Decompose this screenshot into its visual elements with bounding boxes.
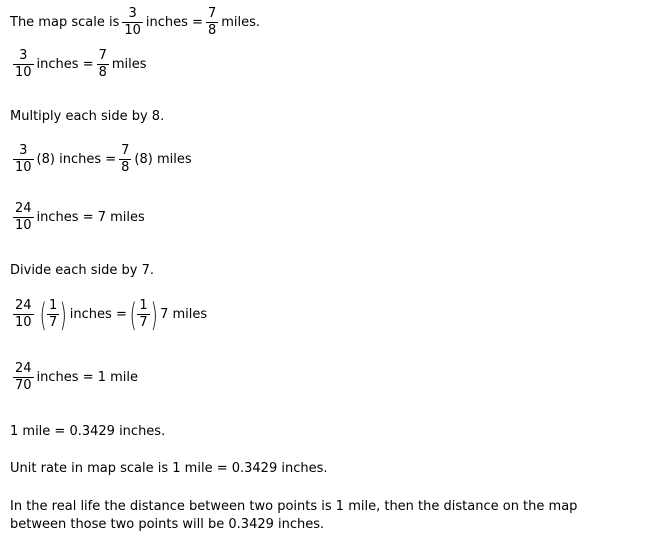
numerator: 24 <box>15 361 32 376</box>
equation-suffix: miles <box>111 57 147 72</box>
right-paren: ) <box>150 295 158 334</box>
numerator: 3 <box>19 48 28 63</box>
left-paren: ( <box>39 295 47 334</box>
numerator: 1 <box>139 298 148 313</box>
fraction-miles <box>97 48 109 81</box>
statement-suffix: miles. <box>221 15 261 30</box>
denominator: 8 <box>98 65 107 80</box>
equation-line-3 <box>10 143 192 176</box>
fraction-one-seventh <box>137 298 149 331</box>
equation-mid: inches = <box>36 57 94 72</box>
denominator: 8 <box>121 160 130 175</box>
denominator: 10 <box>15 218 32 233</box>
numerator: 24 <box>15 298 32 313</box>
equation-rest: inches = 1 mile <box>36 370 139 385</box>
equation-suffix: 7 miles <box>160 307 208 322</box>
numerator: 3 <box>128 6 137 21</box>
equation-line-2 <box>10 48 147 81</box>
equation-suffix: (8) miles <box>134 152 192 167</box>
equation-mid: (8) inches = <box>36 152 117 167</box>
fraction-miles <box>119 143 131 176</box>
statement-mid: inches = <box>145 15 203 30</box>
numerator: 7 <box>98 48 107 63</box>
denominator: 8 <box>207 23 217 38</box>
right-paren: ) <box>60 295 67 334</box>
equation-line-6 <box>10 361 138 394</box>
conclusion-paragraph: In the real life the distance between two points is 1 mile, then the distance on the map between those two points will be 0.3429 inches. <box>10 499 578 532</box>
equation-line-4 <box>10 201 145 234</box>
fraction-inches <box>13 48 34 81</box>
fraction-inches <box>13 298 34 331</box>
denominator: 7 <box>139 315 148 330</box>
numerator: 7 <box>121 143 130 158</box>
statement-prefix: The map scale is <box>10 15 120 30</box>
equation-line-5 <box>10 295 208 334</box>
numerator: 1 <box>49 298 58 313</box>
step-multiply: Multiply each side by 8. <box>10 109 165 124</box>
fraction-miles <box>206 6 218 39</box>
denominator: 10 <box>124 23 141 38</box>
denominator: 7 <box>49 315 58 330</box>
numerator: 24 <box>15 201 32 216</box>
fraction-inches <box>13 361 34 394</box>
fraction-inches <box>13 201 34 234</box>
fraction-one-seventh <box>47 298 59 331</box>
equation-rest: inches = 7 miles <box>36 210 145 225</box>
denominator: 10 <box>15 315 32 330</box>
equation-mid: inches = <box>69 307 127 322</box>
left-paren: ( <box>129 295 137 334</box>
result-line: 1 mile = 0.3429 inches. <box>10 424 166 439</box>
step-divide: Divide each side by 7. <box>10 263 155 278</box>
denominator: 70 <box>15 378 32 393</box>
denominator: 10 <box>15 160 32 175</box>
numerator: 3 <box>19 143 28 158</box>
denominator: 10 <box>15 65 32 80</box>
numerator: 7 <box>207 6 217 21</box>
fraction-inches <box>13 143 34 176</box>
map-scale-statement <box>10 6 260 39</box>
fraction-inches <box>122 6 143 39</box>
unit-rate-line: Unit rate in map scale is 1 mile = 0.3429 inches. <box>10 461 328 476</box>
